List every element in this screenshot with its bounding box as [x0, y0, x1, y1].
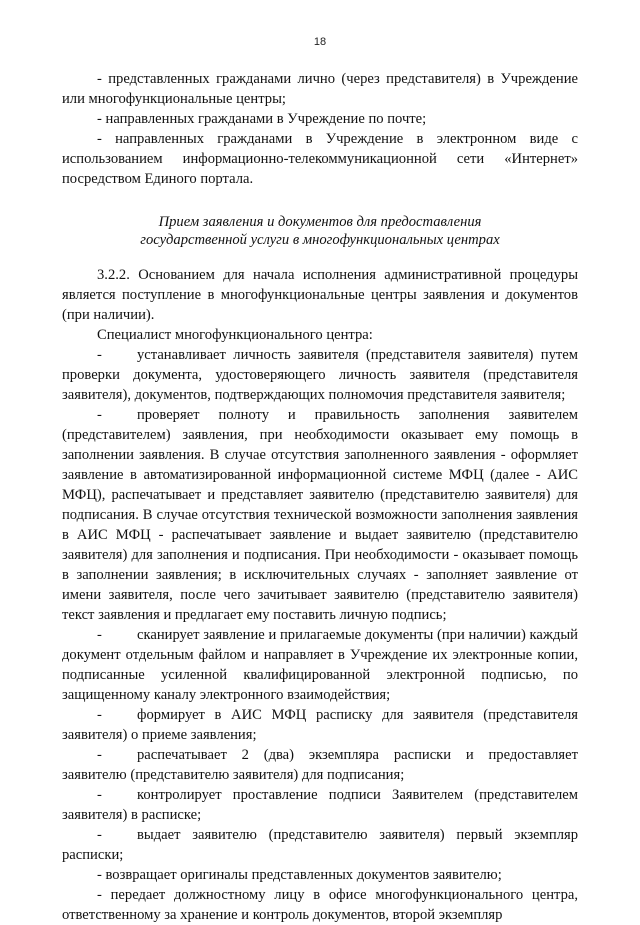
- list-item: [62, 745, 578, 785]
- intro-item-3: - направленных гражданами в Учреждение в электронном виде с использованием информационно-телекоммуникационной сети «Интернет» посредством Единого портала.: [62, 131, 578, 187]
- list-item: [62, 785, 578, 825]
- dash-marker: -: [97, 707, 102, 723]
- list-item-text: формирует в АИС МФЦ расписку для заявителя (представителя заявителя) о приеме заявления;: [62, 707, 578, 743]
- dash-marker: -: [97, 787, 102, 803]
- list-item-text: контролирует проставление подписи Заявителем (представителем заявителя) в расписке;: [62, 787, 578, 823]
- document-body: [62, 69, 578, 925]
- section-heading-line-2: государственной услуги в многофункциональных центрах: [140, 232, 500, 248]
- list-item: [62, 825, 578, 865]
- list-item: [62, 705, 578, 745]
- list-item-text: проверяет полноту и правильность заполнения заявителем (представителем) заявления, при необходимости оказывает ему помощь в заполнении заявления. В случае отсутствия заполненного заявления - оформляет заявление в автоматизированной информационной системе МФЦ (далее - АИС МФЦ), распечатывает и представляет заявителю (представителю заявителя) для подписания. В случае отсутствия технической возможности заполнения заявления в АИС МФЦ - распечатывает заявление и выдает заявителю (представителю заявителя) для заполнения и подписания. При необходимости - оказывает помощь в заполнении заявления; в исключительных случаях - заполняет заявление от имени заявителя, после чего зачитывает заявителю (представителю заявителя) текст заявления и предлагает ему поставить личную подпись;: [62, 407, 578, 623]
- list-item-text: выдает заявителю (представителю заявителя) первый экземпляр расписки;: [62, 827, 578, 863]
- list-item: [62, 345, 578, 405]
- tail-item-2: - передает должностному лицу в офисе многофункционального центра, ответственному за хранение и контроль документов, второй экземпляр: [62, 887, 578, 923]
- section-heading: [62, 213, 578, 249]
- dash-marker: -: [97, 627, 102, 643]
- clause-3-2-2: 3.2.2. Основанием для начала исполнения административной процедуры является поступление в многофункциональные центры заявления и документов (при наличии).: [62, 267, 578, 323]
- list-item-text: сканирует заявление и прилагаемые документы (при наличии) каждый документ отдельным файлом и направляет в Учреждение их электронные копии, подписанные усиленной квалифицированной электронной подписью, по защищенному каналу электронного взаимодействия;: [62, 627, 578, 703]
- dash-marker: -: [97, 747, 102, 763]
- list-item: [62, 625, 578, 705]
- intro-item-2: - направленных гражданами в Учреждение по почте;: [97, 111, 427, 127]
- list-item: [62, 405, 578, 625]
- list-item-text: распечатывает 2 (два) экземпляра расписки и предоставляет заявителю (представителю заявителя) для подписания;: [62, 747, 578, 783]
- tail-item-1: - возвращает оригиналы представленных документов заявителю;: [97, 867, 502, 883]
- section-heading-line-1: Прием заявления и документов для предоставления: [158, 214, 482, 230]
- dash-marker: -: [97, 827, 102, 843]
- specialist-label: Специалист многофункционального центра:: [97, 327, 373, 343]
- intro-item-1: - представленных гражданами лично (через представителя) в Учреждение или многофункциональные центры;: [62, 71, 578, 107]
- dash-marker: -: [97, 407, 102, 423]
- page-number: 18: [313, 36, 327, 48]
- list-item-text: устанавливает личность заявителя (представителя заявителя) путем проверки документа, удостоверяющего личность заявителя (представителя заявителя), документов, подтверждающих полномочия представителя заявителя;: [62, 347, 578, 403]
- dash-marker: -: [97, 347, 102, 363]
